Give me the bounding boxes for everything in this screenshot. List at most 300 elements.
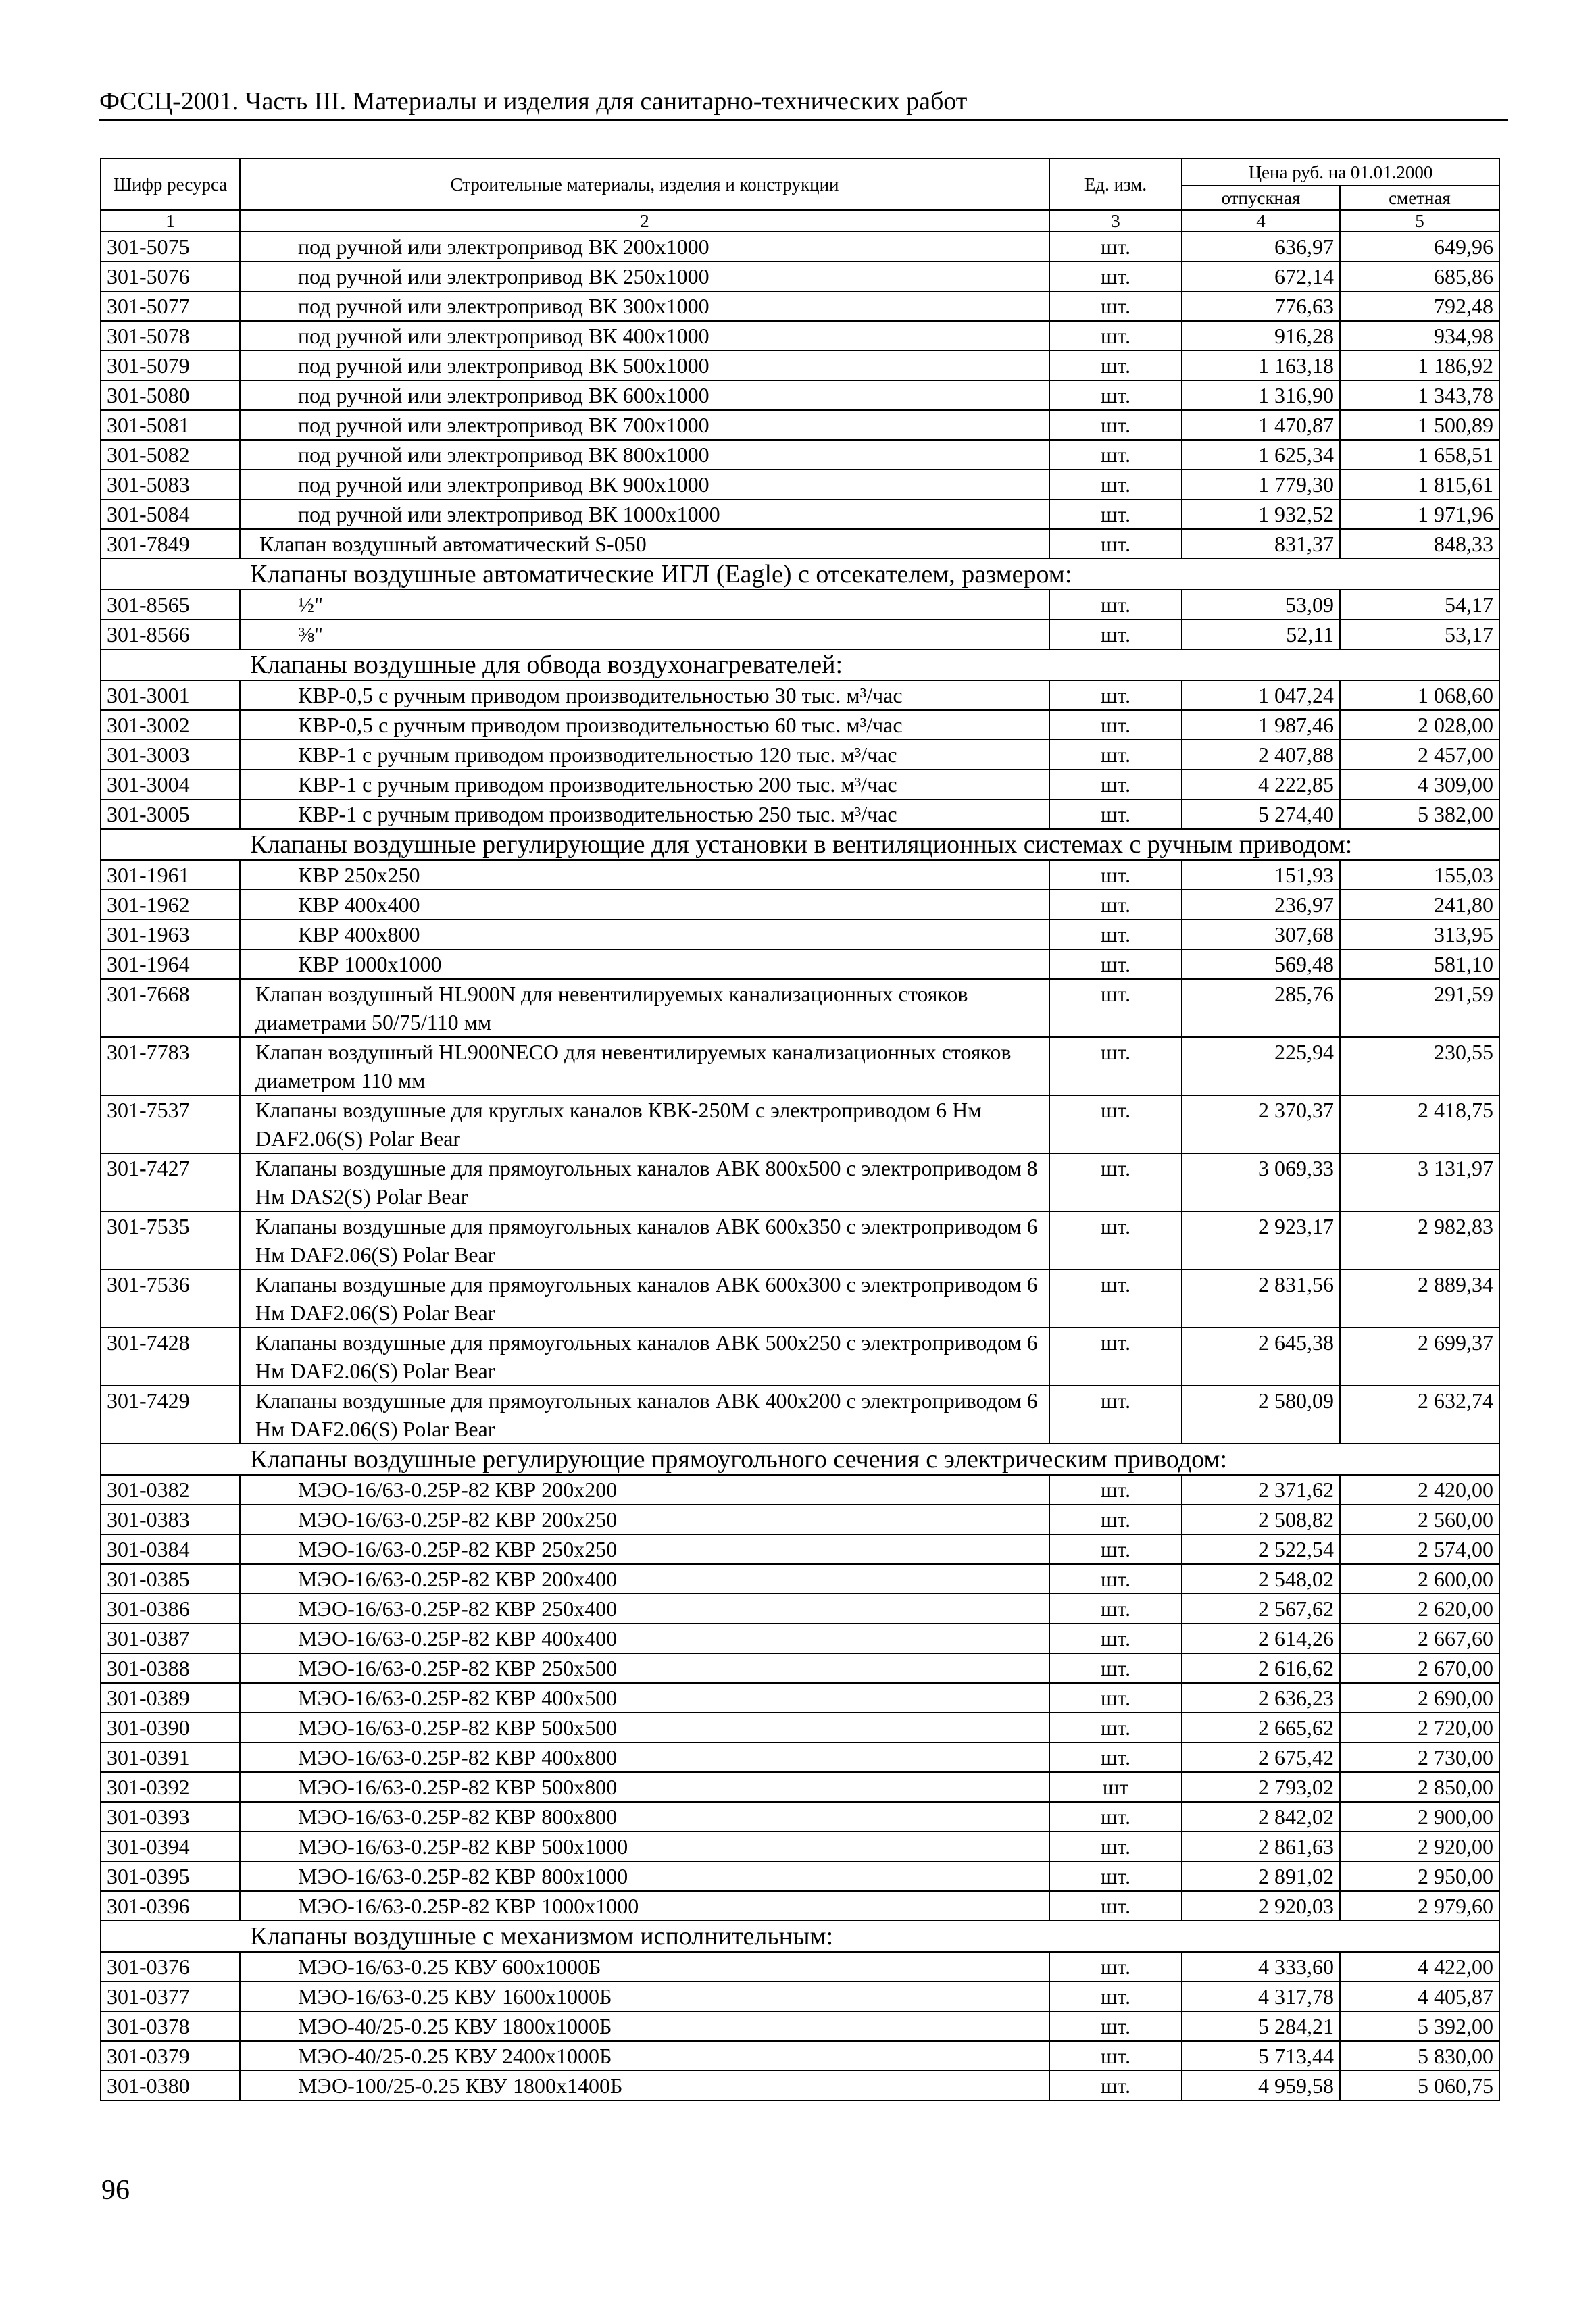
- release-price: 2 614,26: [1182, 1624, 1340, 1653]
- material-name: КВР 400x800: [240, 920, 1049, 949]
- material-name: КВР 400x400: [240, 890, 1049, 920]
- estimate-price: 2 900,00: [1340, 1802, 1499, 1832]
- resource-code: 301-0388: [101, 1653, 240, 1683]
- group-heading: Клапаны воздушные с механизмом исполнительным:: [101, 1921, 1499, 1952]
- estimate-price: 934,98: [1340, 321, 1499, 351]
- resource-code: 301-0387: [101, 1624, 240, 1653]
- header-estimate: сметная: [1340, 186, 1499, 210]
- header-unit: Ед. изм.: [1049, 159, 1182, 210]
- release-price: 2 370,37: [1182, 1095, 1340, 1153]
- unit-of-measure: шт.: [1049, 770, 1182, 799]
- table-row: [101, 1772, 1499, 1802]
- resource-code: 301-0380: [101, 2071, 240, 2101]
- material-name: МЭО-16/63-0.25Р-82 КВР 800x800: [240, 1802, 1049, 1832]
- unit-of-measure: шт.: [1049, 499, 1182, 529]
- table-row: [101, 1037, 1499, 1095]
- table-row: [101, 1594, 1499, 1624]
- release-price: 776,63: [1182, 291, 1340, 321]
- unit-of-measure: шт.: [1049, 529, 1182, 559]
- table-row: [101, 1153, 1499, 1211]
- estimate-price: 5 830,00: [1340, 2041, 1499, 2071]
- unit-of-measure: шт.: [1049, 1713, 1182, 1742]
- group-heading-row: [101, 1921, 1499, 1952]
- group-heading-row: [101, 1444, 1499, 1475]
- material-name: КВР-1 с ручным приводом производительностью 200 тыс. м³/час: [240, 770, 1049, 799]
- table-row: [101, 1328, 1499, 1386]
- table-row: [101, 1861, 1499, 1891]
- unit-of-measure: шт.: [1049, 1742, 1182, 1772]
- release-price: 1 470,87: [1182, 410, 1340, 440]
- release-price: 1 163,18: [1182, 351, 1340, 380]
- header-name: Строительные материалы, изделия и конструкции: [240, 159, 1049, 210]
- table-row: [101, 1832, 1499, 1861]
- resource-code: 301-8566: [101, 620, 240, 649]
- estimate-price: 2 620,00: [1340, 1594, 1499, 1624]
- unit-of-measure: шт.: [1049, 1982, 1182, 2011]
- table-row: [101, 1982, 1499, 2011]
- resource-code: 301-0395: [101, 1861, 240, 1891]
- release-price: 2 371,62: [1182, 1475, 1340, 1505]
- table-row: [101, 1802, 1499, 1832]
- material-name: МЭО-16/63-0.25Р-82 КВР 250x500: [240, 1653, 1049, 1683]
- material-name: под ручной или электропривод ВК 200x1000: [240, 232, 1049, 261]
- price-table: [100, 158, 1500, 2101]
- resource-code: 301-7537: [101, 1095, 240, 1153]
- table-row: [101, 799, 1499, 829]
- unit-of-measure: шт.: [1049, 890, 1182, 920]
- table-row: [101, 499, 1499, 529]
- unit-of-measure: шт.: [1049, 1802, 1182, 1832]
- unit-of-measure: шт.: [1049, 979, 1182, 1037]
- unit-of-measure: шт.: [1049, 1475, 1182, 1505]
- unit-of-measure: шт.: [1049, 380, 1182, 410]
- material-name: под ручной или электропривод ВК 300x1000: [240, 291, 1049, 321]
- unit-of-measure: шт.: [1049, 1624, 1182, 1653]
- table-row: [101, 261, 1499, 291]
- resource-code: 301-3004: [101, 770, 240, 799]
- estimate-price: 2 979,60: [1340, 1891, 1499, 1921]
- table-row: [101, 321, 1499, 351]
- resource-code: 301-7429: [101, 1386, 240, 1444]
- material-name: Клапаны воздушные для прямоугольных каналов АВК 600x300 с электроприводом 6 Нм DAF2.06(S) Polar Bear: [240, 1269, 1049, 1328]
- table-body: [101, 232, 1499, 2101]
- material-name: МЭО-16/63-0.25Р-82 КВР 250x250: [240, 1534, 1049, 1564]
- resource-code: 301-5084: [101, 499, 240, 529]
- table-row: [101, 1564, 1499, 1594]
- resource-code: 301-0376: [101, 1952, 240, 1982]
- release-price: 4 333,60: [1182, 1952, 1340, 1982]
- material-name: под ручной или электропривод ВК 600x1000: [240, 380, 1049, 410]
- material-name: под ручной или электропривод ВК 1000x1000: [240, 499, 1049, 529]
- release-price: 3 069,33: [1182, 1153, 1340, 1211]
- resource-code: 301-7536: [101, 1269, 240, 1328]
- header-num-5: 5: [1340, 210, 1499, 232]
- estimate-price: 649,96: [1340, 232, 1499, 261]
- unit-of-measure: шт.: [1049, 1861, 1182, 1891]
- release-price: 916,28: [1182, 321, 1340, 351]
- estimate-price: 4 309,00: [1340, 770, 1499, 799]
- material-name: Клапаны воздушные для круглых каналов КВК-250М с электроприводом 6 Нм DAF2.06(S) Polar Bear: [240, 1095, 1049, 1153]
- material-name: КВР-1 с ручным приводом производительностью 250 тыс. м³/час: [240, 799, 1049, 829]
- release-price: 307,68: [1182, 920, 1340, 949]
- unit-of-measure: шт.: [1049, 710, 1182, 740]
- unit-of-measure: шт.: [1049, 410, 1182, 440]
- release-price: 2 508,82: [1182, 1505, 1340, 1534]
- resource-code: 301-0391: [101, 1742, 240, 1772]
- table-row: [101, 680, 1499, 710]
- estimate-price: 1 068,60: [1340, 680, 1499, 710]
- material-name: КВР 250x250: [240, 860, 1049, 890]
- unit-of-measure: шт.: [1049, 2071, 1182, 2101]
- resource-code: 301-0377: [101, 1982, 240, 2011]
- material-name: под ручной или электропривод ВК 400x1000: [240, 321, 1049, 351]
- release-price: 672,14: [1182, 261, 1340, 291]
- estimate-price: 581,10: [1340, 949, 1499, 979]
- material-name: Клапан воздушный HL900N для невентилируемых канализационных стояков диаметрами 50/75/110 мм: [240, 979, 1049, 1037]
- estimate-price: 2 690,00: [1340, 1683, 1499, 1713]
- unit-of-measure: шт.: [1049, 1832, 1182, 1861]
- material-name: МЭО-16/63-0.25Р-82 КВР 400x500: [240, 1683, 1049, 1713]
- release-price: 2 831,56: [1182, 1269, 1340, 1328]
- release-price: 2 567,62: [1182, 1594, 1340, 1624]
- resource-code: 301-7535: [101, 1211, 240, 1269]
- unit-of-measure: шт.: [1049, 1386, 1182, 1444]
- table-row: [101, 1624, 1499, 1653]
- release-price: 2 407,88: [1182, 740, 1340, 770]
- estimate-price: 2 667,60: [1340, 1624, 1499, 1653]
- release-price: 2 920,03: [1182, 1891, 1340, 1921]
- page-number: 96: [101, 2175, 130, 2206]
- table-row: [101, 410, 1499, 440]
- table-row: [101, 710, 1499, 740]
- table-row: [101, 232, 1499, 261]
- resource-code: 301-3001: [101, 680, 240, 710]
- material-name: Клапаны воздушные для прямоугольных каналов АВК 500x250 с электроприводом 6 Нм DAF2.06(S) Polar Bear: [240, 1328, 1049, 1386]
- table-row: [101, 2041, 1499, 2071]
- table-row: [101, 1095, 1499, 1153]
- release-price: 569,48: [1182, 949, 1340, 979]
- material-name: МЭО-16/63-0.25Р-82 КВР 500x500: [240, 1713, 1049, 1742]
- header-code: Шифр ресурса: [101, 159, 240, 210]
- resource-code: 301-7668: [101, 979, 240, 1037]
- release-price: 2 548,02: [1182, 1564, 1340, 1594]
- release-price: 285,76: [1182, 979, 1340, 1037]
- estimate-price: 2 560,00: [1340, 1505, 1499, 1534]
- table-row: [101, 860, 1499, 890]
- unit-of-measure: шт.: [1049, 1505, 1182, 1534]
- unit-of-measure: шт.: [1049, 740, 1182, 770]
- unit-of-measure: шт.: [1049, 291, 1182, 321]
- resource-code: 301-1964: [101, 949, 240, 979]
- table-row: [101, 949, 1499, 979]
- resource-code: 301-5080: [101, 380, 240, 410]
- table-row: [101, 1269, 1499, 1328]
- material-name: КВР 1000x1000: [240, 949, 1049, 979]
- material-name: под ручной или электропривод ВК 700x1000: [240, 410, 1049, 440]
- table-row: [101, 1952, 1499, 1982]
- unit-of-measure: шт.: [1049, 620, 1182, 649]
- unit-of-measure: шт.: [1049, 860, 1182, 890]
- estimate-price: 54,17: [1340, 590, 1499, 620]
- release-price: 1 779,30: [1182, 470, 1340, 499]
- resource-code: 301-0385: [101, 1564, 240, 1594]
- estimate-price: 2 600,00: [1340, 1564, 1499, 1594]
- table-row: [101, 1475, 1499, 1505]
- release-price: 2 793,02: [1182, 1772, 1340, 1802]
- release-price: 1 987,46: [1182, 710, 1340, 740]
- release-price: 2 580,09: [1182, 1386, 1340, 1444]
- unit-of-measure: шт.: [1049, 1037, 1182, 1095]
- resource-code: 301-1962: [101, 890, 240, 920]
- estimate-price: 2 950,00: [1340, 1861, 1499, 1891]
- table-row: [101, 1505, 1499, 1534]
- material-name: Клапан воздушный автоматический S-050: [240, 529, 1049, 559]
- table-row: [101, 740, 1499, 770]
- material-name: МЭО-16/63-0.25 КВУ 600x1000Б: [240, 1952, 1049, 1982]
- estimate-price: 5 382,00: [1340, 799, 1499, 829]
- resource-code: 301-0390: [101, 1713, 240, 1742]
- estimate-price: 291,59: [1340, 979, 1499, 1037]
- resource-code: 301-5081: [101, 410, 240, 440]
- table-row: [101, 2071, 1499, 2101]
- resource-code: 301-8565: [101, 590, 240, 620]
- unit-of-measure: шт.: [1049, 1153, 1182, 1211]
- estimate-price: 2 420,00: [1340, 1475, 1499, 1505]
- table-row: [101, 291, 1499, 321]
- material-name: МЭО-16/63-0.25Р-82 КВР 200x250: [240, 1505, 1049, 1534]
- material-name: МЭО-16/63-0.25 КВУ 1600x1000Б: [240, 1982, 1049, 2011]
- table-row: [101, 890, 1499, 920]
- release-price: 4 959,58: [1182, 2071, 1340, 2101]
- resource-code: 301-3003: [101, 740, 240, 770]
- material-name: МЭО-16/63-0.25Р-82 КВР 500x1000: [240, 1832, 1049, 1861]
- estimate-price: 313,95: [1340, 920, 1499, 949]
- header-price: Цена руб. на 01.01.2000: [1182, 159, 1499, 186]
- resource-code: 301-5077: [101, 291, 240, 321]
- unit-of-measure: шт.: [1049, 1594, 1182, 1624]
- resource-code: 301-0389: [101, 1683, 240, 1713]
- table-row: [101, 979, 1499, 1037]
- material-name: ⅜": [240, 620, 1049, 649]
- unit-of-measure: шт.: [1049, 680, 1182, 710]
- estimate-price: 5 392,00: [1340, 2011, 1499, 2041]
- resource-code: 301-0392: [101, 1772, 240, 1802]
- material-name: МЭО-40/25-0.25 КВУ 2400x1000Б: [240, 2041, 1049, 2071]
- table-row: [101, 529, 1499, 559]
- estimate-price: 1 815,61: [1340, 470, 1499, 499]
- estimate-price: 230,55: [1340, 1037, 1499, 1095]
- release-price: 2 665,62: [1182, 1713, 1340, 1742]
- estimate-price: 4 422,00: [1340, 1952, 1499, 1982]
- material-name: под ручной или электропривод ВК 500x1000: [240, 351, 1049, 380]
- table-row: [101, 440, 1499, 470]
- resource-code: 301-0382: [101, 1475, 240, 1505]
- estimate-price: 2 730,00: [1340, 1742, 1499, 1772]
- unit-of-measure: шт.: [1049, 232, 1182, 261]
- material-name: Клапаны воздушные для прямоугольных каналов АВК 400x200 с электроприводом 6 Нм DAF2.06(S) Polar Bear: [240, 1386, 1049, 1444]
- release-price: 831,37: [1182, 529, 1340, 559]
- release-price: 2 923,17: [1182, 1211, 1340, 1269]
- resource-code: 301-0378: [101, 2011, 240, 2041]
- unit-of-measure: шт.: [1049, 321, 1182, 351]
- unit-of-measure: шт.: [1049, 1534, 1182, 1564]
- material-name: МЭО-16/63-0.25Р-82 КВР 800x1000: [240, 1861, 1049, 1891]
- resource-code: 301-5082: [101, 440, 240, 470]
- unit-of-measure: шт.: [1049, 2011, 1182, 2041]
- estimate-price: 2 670,00: [1340, 1653, 1499, 1683]
- table-row: [101, 351, 1499, 380]
- header-release: отпускная: [1182, 186, 1340, 210]
- unit-of-measure: шт.: [1049, 1095, 1182, 1153]
- unit-of-measure: шт.: [1049, 1952, 1182, 1982]
- group-heading-row: [101, 649, 1499, 680]
- resource-code: 301-3005: [101, 799, 240, 829]
- material-name: Клапан воздушный HL900NECO для невентилируемых канализационных стояков диаметром 110 мм: [240, 1037, 1049, 1095]
- estimate-price: 1 343,78: [1340, 380, 1499, 410]
- unit-of-measure: шт.: [1049, 920, 1182, 949]
- resource-code: 301-7427: [101, 1153, 240, 1211]
- material-name: МЭО-16/63-0.25Р-82 КВР 400x800: [240, 1742, 1049, 1772]
- page-header: ФССЦ-2001. Часть III. Материалы и изделия для санитарно-технических работ: [99, 86, 1508, 121]
- release-price: 4 317,78: [1182, 1982, 1340, 2011]
- release-price: 52,11: [1182, 620, 1340, 649]
- release-price: 225,94: [1182, 1037, 1340, 1095]
- unit-of-measure: шт.: [1049, 1683, 1182, 1713]
- unit-of-measure: шт.: [1049, 1328, 1182, 1386]
- release-price: 1 316,90: [1182, 380, 1340, 410]
- material-name: ½": [240, 590, 1049, 620]
- unit-of-measure: шт.: [1049, 440, 1182, 470]
- estimate-price: 2 457,00: [1340, 740, 1499, 770]
- estimate-price: 848,33: [1340, 529, 1499, 559]
- group-heading: Клапаны воздушные автоматические ИГЛ (Eagle) с отсекателем, размером:: [101, 559, 1499, 590]
- material-name: КВР-0,5 с ручным приводом производительностью 60 тыс. м³/час: [240, 710, 1049, 740]
- estimate-price: 5 060,75: [1340, 2071, 1499, 2101]
- release-price: 4 222,85: [1182, 770, 1340, 799]
- estimate-price: 53,17: [1340, 620, 1499, 649]
- group-heading: Клапаны воздушные регулирующие для установки в вентиляционных системах с ручным приводом:: [101, 829, 1499, 860]
- material-name: МЭО-16/63-0.25Р-82 КВР 250x400: [240, 1594, 1049, 1624]
- unit-of-measure: шт.: [1049, 261, 1182, 291]
- estimate-price: 2 920,00: [1340, 1832, 1499, 1861]
- unit-of-measure: шт.: [1049, 1653, 1182, 1683]
- header-num-4: 4: [1182, 210, 1340, 232]
- estimate-price: 2 574,00: [1340, 1534, 1499, 1564]
- header-num-3: 3: [1049, 210, 1182, 232]
- table-row: [101, 1653, 1499, 1683]
- release-price: 2 675,42: [1182, 1742, 1340, 1772]
- release-price: 2 636,23: [1182, 1683, 1340, 1713]
- table-row: [101, 2011, 1499, 2041]
- table-row: [101, 470, 1499, 499]
- estimate-price: 2 982,83: [1340, 1211, 1499, 1269]
- group-heading: Клапаны воздушные для обвода воздухонагревателей:: [101, 649, 1499, 680]
- header-num-1: 1: [101, 210, 240, 232]
- estimate-price: 2 720,00: [1340, 1713, 1499, 1742]
- release-price: 151,93: [1182, 860, 1340, 890]
- resource-code: 301-0393: [101, 1802, 240, 1832]
- resource-code: 301-0394: [101, 1832, 240, 1861]
- material-name: МЭО-16/63-0.25Р-82 КВР 200x200: [240, 1475, 1049, 1505]
- material-name: МЭО-16/63-0.25Р-82 КВР 1000x1000: [240, 1891, 1049, 1921]
- group-heading-row: [101, 559, 1499, 590]
- resource-code: 301-5076: [101, 261, 240, 291]
- table-row: [101, 1742, 1499, 1772]
- estimate-price: 2 632,74: [1340, 1386, 1499, 1444]
- release-price: 2 842,02: [1182, 1802, 1340, 1832]
- resource-code: 301-0396: [101, 1891, 240, 1921]
- estimate-price: 241,80: [1340, 890, 1499, 920]
- resource-code: 301-1963: [101, 920, 240, 949]
- release-price: 1 625,34: [1182, 440, 1340, 470]
- estimate-price: 685,86: [1340, 261, 1499, 291]
- table-row: [101, 770, 1499, 799]
- unit-of-measure: шт.: [1049, 949, 1182, 979]
- release-price: 236,97: [1182, 890, 1340, 920]
- unit-of-measure: шт.: [1049, 590, 1182, 620]
- estimate-price: 3 131,97: [1340, 1153, 1499, 1211]
- resource-code: 301-5083: [101, 470, 240, 499]
- resource-code: 301-1961: [101, 860, 240, 890]
- resource-code: 301-7783: [101, 1037, 240, 1095]
- release-price: 2 861,63: [1182, 1832, 1340, 1861]
- table-row: [101, 1534, 1499, 1564]
- unit-of-measure: шт.: [1049, 1269, 1182, 1328]
- table-row: [101, 1891, 1499, 1921]
- material-name: МЭО-16/63-0.25Р-82 КВР 500x800: [240, 1772, 1049, 1802]
- estimate-price: 2 699,37: [1340, 1328, 1499, 1386]
- table-row: [101, 620, 1499, 649]
- estimate-price: 792,48: [1340, 291, 1499, 321]
- material-name: КВР-1 с ручным приводом производительностью 120 тыс. м³/час: [240, 740, 1049, 770]
- material-name: МЭО-16/63-0.25Р-82 КВР 400x400: [240, 1624, 1049, 1653]
- estimate-price: 2 028,00: [1340, 710, 1499, 740]
- resource-code: 301-5075: [101, 232, 240, 261]
- material-name: МЭО-100/25-0.25 КВУ 1800x1400Б: [240, 2071, 1049, 2101]
- resource-code: 301-7428: [101, 1328, 240, 1386]
- material-name: КВР-0,5 с ручным приводом производительностью 30 тыс. м³/час: [240, 680, 1049, 710]
- material-name: МЭО-16/63-0.25Р-82 КВР 200x400: [240, 1564, 1049, 1594]
- table-row: [101, 920, 1499, 949]
- resource-code: 301-0379: [101, 2041, 240, 2071]
- unit-of-measure: шт.: [1049, 1891, 1182, 1921]
- resource-code: 301-5078: [101, 321, 240, 351]
- resource-code: 301-0386: [101, 1594, 240, 1624]
- unit-of-measure: шт.: [1049, 1564, 1182, 1594]
- table-row: [101, 1386, 1499, 1444]
- estimate-price: 2 850,00: [1340, 1772, 1499, 1802]
- release-price: 5 284,21: [1182, 2011, 1340, 2041]
- release-price: 636,97: [1182, 232, 1340, 261]
- unit-of-measure: шт.: [1049, 799, 1182, 829]
- estimate-price: 1 971,96: [1340, 499, 1499, 529]
- estimate-price: 1 186,92: [1340, 351, 1499, 380]
- unit-of-measure: шт.: [1049, 470, 1182, 499]
- release-price: 2 522,54: [1182, 1534, 1340, 1564]
- resource-code: 301-3002: [101, 710, 240, 740]
- estimate-price: 4 405,87: [1340, 1982, 1499, 2011]
- estimate-price: 1 658,51: [1340, 440, 1499, 470]
- resource-code: 301-0384: [101, 1534, 240, 1564]
- release-price: 2 645,38: [1182, 1328, 1340, 1386]
- group-heading-row: [101, 829, 1499, 860]
- resource-code: 301-0383: [101, 1505, 240, 1534]
- material-name: Клапаны воздушные для прямоугольных каналов АВК 600x350 с электроприводом 6 Нм DAF2.06(S) Polar Bear: [240, 1211, 1049, 1269]
- material-name: Клапаны воздушные для прямоугольных каналов АВК 800x500 с электроприводом 8 Нм DAS2(S) Polar Bear: [240, 1153, 1049, 1211]
- release-price: 1 932,52: [1182, 499, 1340, 529]
- estimate-price: 155,03: [1340, 860, 1499, 890]
- table-row: [101, 590, 1499, 620]
